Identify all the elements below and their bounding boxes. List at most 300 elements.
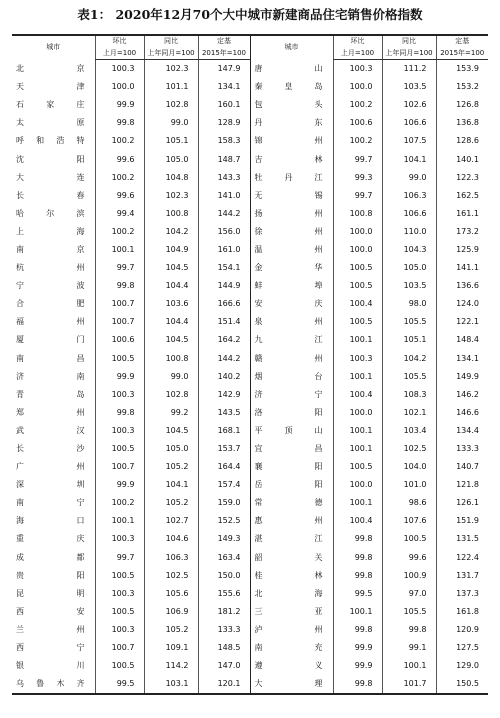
table-row (12, 567, 488, 585)
left-city-cell: 武 汉 (16, 425, 85, 435)
right-mom-cell: 99.5 (333, 585, 382, 603)
right-base-cell: 136.8 (436, 114, 488, 132)
right-city-cell: 烟 台 (250, 368, 333, 386)
table-row (12, 241, 488, 259)
left-city-cell: 西 安 (16, 606, 85, 616)
left-base-cell: 156.0 (198, 223, 250, 241)
header-yoy-left: 同比 (144, 35, 198, 48)
table-row (12, 96, 488, 114)
left-yoy-cell: 105.0 (144, 440, 198, 458)
right-base-cell: 120.9 (436, 621, 488, 639)
right-base-cell: 129.0 (436, 657, 488, 675)
left-yoy-cell: 101.1 (144, 78, 198, 96)
right-yoy-cell: 105.0 (382, 259, 436, 277)
right-city-cell: 徐 州 (250, 223, 333, 241)
left-mom-cell: 100.3 (95, 422, 144, 440)
right-city-cell: 遵 义 (250, 657, 333, 675)
right-mom-cell: 99.8 (333, 530, 382, 548)
left-base-cell: 128.9 (198, 114, 250, 132)
left-mom-cell: 100.5 (95, 657, 144, 675)
table-row (12, 259, 488, 277)
table-row (12, 639, 488, 657)
right-yoy-cell: 97.0 (382, 585, 436, 603)
left-yoy-cell: 109.1 (144, 639, 198, 657)
right-mom-cell: 99.8 (333, 621, 382, 639)
left-yoy-cell: 105.6 (144, 585, 198, 603)
left-base-cell: 151.4 (198, 313, 250, 331)
left-mom-cell: 100.2 (95, 494, 144, 512)
left-city-cell: 昆 明 (16, 588, 85, 598)
right-city-cell: 大 理 (250, 675, 333, 694)
right-mom-cell: 99.7 (333, 150, 382, 168)
left-city-cell: 重 庆 (16, 534, 85, 544)
left-mom-cell: 99.7 (95, 259, 144, 277)
table-row (12, 169, 488, 187)
left-base-cell: 150.0 (198, 567, 250, 585)
left-base-cell: 158.3 (198, 132, 250, 150)
right-yoy-cell: 99.1 (382, 639, 436, 657)
left-yoy-cell: 99.0 (144, 368, 198, 386)
header-base-sub-left: 2015年=100 (198, 48, 250, 60)
right-yoy-cell: 103.5 (382, 277, 436, 295)
right-yoy-cell: 101.0 (382, 476, 436, 494)
left-mom-cell: 100.7 (95, 295, 144, 313)
right-base-cell: 149.9 (436, 368, 488, 386)
right-city-cell: 赣 州 (250, 350, 333, 368)
right-city-cell: 唐 山 (250, 60, 333, 79)
right-mom-cell: 100.6 (333, 114, 382, 132)
right-city-cell: 牡丹江 (250, 169, 333, 187)
right-city-cell: 三 亚 (250, 603, 333, 621)
left-mom-cell: 100.6 (95, 331, 144, 349)
right-base-cell: 141.1 (436, 259, 488, 277)
table-row (12, 187, 488, 205)
right-base-cell: 146.6 (436, 404, 488, 422)
right-mom-cell: 100.8 (333, 205, 382, 223)
left-yoy-cell: 104.1 (144, 476, 198, 494)
left-base-cell: 155.6 (198, 585, 250, 603)
right-city-cell: 北 海 (250, 585, 333, 603)
left-mom-cell: 99.6 (95, 187, 144, 205)
right-mom-cell: 99.9 (333, 639, 382, 657)
table-row (12, 549, 488, 567)
right-mom-cell: 100.3 (333, 350, 382, 368)
right-base-cell: 134.1 (436, 350, 488, 368)
left-yoy-cell: 102.3 (144, 187, 198, 205)
left-yoy-cell: 105.0 (144, 150, 198, 168)
right-yoy-cell: 100.1 (382, 657, 436, 675)
left-city-cell: 石家庄 (16, 100, 85, 110)
left-yoy-cell: 114.2 (144, 657, 198, 675)
left-base-cell: 163.4 (198, 549, 250, 567)
right-base-cell: 136.6 (436, 277, 488, 295)
right-city-cell: 宜 昌 (250, 440, 333, 458)
right-yoy-cell: 99.0 (382, 169, 436, 187)
left-yoy-cell: 106.9 (144, 603, 198, 621)
right-city-cell: 蚌 埠 (250, 277, 333, 295)
left-base-cell: 134.1 (198, 78, 250, 96)
right-base-cell: 161.8 (436, 603, 488, 621)
left-base-cell: 164.4 (198, 458, 250, 476)
left-mom-cell: 99.7 (95, 549, 144, 567)
right-city-cell: 泸 州 (250, 621, 333, 639)
right-base-cell: 122.1 (436, 313, 488, 331)
left-yoy-cell: 102.7 (144, 512, 198, 530)
right-base-cell: 161.1 (436, 205, 488, 223)
left-city-cell: 宁 波 (16, 281, 85, 291)
left-yoy-cell: 104.4 (144, 313, 198, 331)
right-yoy-cell: 105.5 (382, 313, 436, 331)
right-mom-cell: 100.5 (333, 277, 382, 295)
right-base-cell: 162.5 (436, 187, 488, 205)
left-city-cell: 兰 州 (16, 624, 85, 634)
right-yoy-cell: 104.1 (382, 150, 436, 168)
left-mom-cell: 100.3 (95, 585, 144, 603)
table-row (12, 78, 488, 96)
right-mom-cell: 100.1 (333, 422, 382, 440)
left-city-cell: 长 春 (16, 190, 85, 200)
left-mom-cell: 100.5 (95, 350, 144, 368)
right-mom-cell: 100.5 (333, 313, 382, 331)
right-yoy-cell: 98.6 (382, 494, 436, 512)
left-base-cell: 140.2 (198, 368, 250, 386)
right-yoy-cell: 106.6 (382, 114, 436, 132)
left-yoy-cell: 104.5 (144, 259, 198, 277)
left-yoy-cell: 104.4 (144, 277, 198, 295)
left-base-cell: 164.2 (198, 331, 250, 349)
left-mom-cell: 100.0 (95, 78, 144, 96)
right-base-cell: 131.7 (436, 567, 488, 585)
right-mom-cell: 100.0 (333, 223, 382, 241)
left-city-cell: 上 海 (16, 226, 85, 236)
left-mom-cell: 100.7 (95, 639, 144, 657)
left-city-cell: 济 南 (16, 371, 85, 381)
left-mom-cell: 100.3 (95, 621, 144, 639)
table-row (12, 313, 488, 331)
right-city-cell: 湛 江 (250, 530, 333, 548)
right-base-cell: 127.5 (436, 639, 488, 657)
right-yoy-cell: 103.4 (382, 422, 436, 440)
right-mom-cell: 100.0 (333, 404, 382, 422)
right-city-cell: 洛 阳 (250, 404, 333, 422)
right-yoy-cell: 100.9 (382, 567, 436, 585)
left-mom-cell: 100.5 (95, 567, 144, 585)
table-row (12, 295, 488, 313)
left-mom-cell: 99.6 (95, 150, 144, 168)
right-mom-cell: 100.0 (333, 476, 382, 494)
right-base-cell: 131.5 (436, 530, 488, 548)
table-row (12, 675, 488, 694)
left-city-cell: 青 岛 (16, 389, 85, 399)
right-city-cell: 吉 林 (250, 150, 333, 168)
left-yoy-cell: 102.8 (144, 96, 198, 114)
table-title: 表1： 2020年12月70个大中城市新建商品住宅销售价格指数 (77, 7, 423, 22)
right-base-cell: 140.7 (436, 458, 488, 476)
left-mom-cell: 99.8 (95, 404, 144, 422)
right-yoy-cell: 108.3 (382, 386, 436, 404)
left-yoy-cell: 102.8 (144, 386, 198, 404)
left-city-cell: 福 州 (16, 317, 85, 327)
header-base-sub-right: 2015年=100 (436, 48, 488, 60)
right-city-cell: 温 州 (250, 241, 333, 259)
left-base-cell: 148.5 (198, 639, 250, 657)
right-city-cell: 济 宁 (250, 386, 333, 404)
table-row (12, 585, 488, 603)
right-mom-cell: 99.8 (333, 675, 382, 694)
left-yoy-cell: 105.2 (144, 621, 198, 639)
right-yoy-cell: 100.5 (382, 530, 436, 548)
left-city-cell: 杭 州 (16, 263, 85, 273)
left-city-cell: 北 京 (16, 63, 85, 73)
left-base-cell: 149.3 (198, 530, 250, 548)
left-mom-cell: 100.2 (95, 132, 144, 150)
right-base-cell: 146.2 (436, 386, 488, 404)
right-city-cell: 平顶山 (250, 422, 333, 440)
table-row (12, 331, 488, 349)
left-mom-cell: 100.3 (95, 530, 144, 548)
right-city-cell: 秦皇岛 (250, 78, 333, 96)
right-mom-cell: 99.9 (333, 657, 382, 675)
left-base-cell: 152.5 (198, 512, 250, 530)
right-city-cell: 常 德 (250, 494, 333, 512)
left-city-cell: 成 都 (16, 552, 85, 562)
header-city-right: 城市 (250, 35, 333, 60)
table-row (12, 114, 488, 132)
left-yoy-cell: 104.5 (144, 422, 198, 440)
left-city-cell: 南 宁 (16, 498, 85, 508)
left-base-cell: 142.9 (198, 386, 250, 404)
right-city-cell: 丹 东 (250, 114, 333, 132)
right-mom-cell: 100.0 (333, 78, 382, 96)
right-yoy-cell: 99.8 (382, 621, 436, 639)
left-base-cell: 166.6 (198, 295, 250, 313)
left-base-cell: 161.0 (198, 241, 250, 259)
left-yoy-cell: 105.2 (144, 458, 198, 476)
right-city-cell: 九 江 (250, 331, 333, 349)
table-row (12, 60, 488, 79)
left-yoy-cell: 105.2 (144, 494, 198, 512)
left-base-cell: 143.5 (198, 404, 250, 422)
left-yoy-cell: 100.8 (144, 350, 198, 368)
right-city-cell: 安 庆 (250, 295, 333, 313)
table-row (12, 404, 488, 422)
left-yoy-cell: 104.8 (144, 169, 198, 187)
header-yoy-right: 同比 (382, 35, 436, 48)
right-city-cell: 锦 州 (250, 132, 333, 150)
left-city-cell: 长 沙 (16, 444, 85, 454)
right-city-cell: 惠 州 (250, 512, 333, 530)
right-mom-cell: 100.3 (333, 60, 382, 79)
right-mom-cell: 100.1 (333, 331, 382, 349)
left-base-cell: 153.7 (198, 440, 250, 458)
right-yoy-cell: 102.6 (382, 96, 436, 114)
right-base-cell: 125.9 (436, 241, 488, 259)
right-mom-cell: 99.8 (333, 549, 382, 567)
right-mom-cell: 100.2 (333, 96, 382, 114)
right-base-cell: 148.4 (436, 331, 488, 349)
left-city-cell: 哈尔滨 (16, 208, 85, 218)
right-yoy-cell: 110.0 (382, 223, 436, 241)
right-base-cell: 122.4 (436, 549, 488, 567)
right-base-cell: 133.3 (436, 440, 488, 458)
table-body (12, 60, 488, 695)
left-mom-cell: 99.8 (95, 114, 144, 132)
header-yoy-sub-right: 上年同月=100 (382, 48, 436, 60)
left-city-cell: 西 宁 (16, 643, 85, 653)
right-mom-cell: 99.3 (333, 169, 382, 187)
right-base-cell: 124.0 (436, 295, 488, 313)
right-mom-cell: 100.4 (333, 512, 382, 530)
right-city-cell: 桂 林 (250, 567, 333, 585)
left-base-cell: 157.4 (198, 476, 250, 494)
header-base-left: 定基 (198, 35, 250, 48)
right-city-cell: 南 充 (250, 639, 333, 657)
left-city-cell: 银 川 (16, 661, 85, 671)
table-row (12, 368, 488, 386)
table-row (12, 223, 488, 241)
right-mom-cell: 99.7 (333, 187, 382, 205)
left-base-cell: 144.2 (198, 350, 250, 368)
left-mom-cell: 99.9 (95, 368, 144, 386)
right-mom-cell: 100.1 (333, 494, 382, 512)
right-base-cell: 126.8 (436, 96, 488, 114)
left-mom-cell: 100.2 (95, 169, 144, 187)
left-yoy-cell: 103.1 (144, 675, 198, 694)
left-city-cell: 太 原 (16, 118, 85, 128)
left-base-cell: 147.0 (198, 657, 250, 675)
header-base-right: 定基 (436, 35, 488, 48)
table-row (12, 603, 488, 621)
right-mom-cell: 100.4 (333, 295, 382, 313)
table-row (12, 657, 488, 675)
left-mom-cell: 100.1 (95, 512, 144, 530)
right-base-cell: 137.3 (436, 585, 488, 603)
left-base-cell: 148.7 (198, 150, 250, 168)
left-base-cell: 144.9 (198, 277, 250, 295)
right-yoy-cell: 105.1 (382, 331, 436, 349)
table-row (12, 205, 488, 223)
header-mom-sub-right: 上月=100 (333, 48, 382, 60)
price-index-table (12, 34, 488, 695)
right-city-cell: 襄 阳 (250, 458, 333, 476)
left-city-cell: 天 津 (16, 82, 85, 92)
right-base-cell: 126.1 (436, 494, 488, 512)
table-row (12, 494, 488, 512)
right-city-cell: 扬 州 (250, 205, 333, 223)
right-yoy-cell: 106.3 (382, 187, 436, 205)
left-mom-cell: 100.5 (95, 603, 144, 621)
left-base-cell: 144.2 (198, 205, 250, 223)
right-base-cell: 153.2 (436, 78, 488, 96)
right-yoy-cell: 103.5 (382, 78, 436, 96)
right-yoy-cell: 104.0 (382, 458, 436, 476)
right-mom-cell: 100.5 (333, 259, 382, 277)
left-city-cell: 呼和浩特 (16, 136, 85, 146)
left-yoy-cell: 103.6 (144, 295, 198, 313)
left-mom-cell: 100.1 (95, 241, 144, 259)
left-mom-cell: 100.5 (95, 440, 144, 458)
header-mom-left: 环比 (95, 35, 144, 48)
table-row (12, 150, 488, 168)
left-yoy-cell: 104.5 (144, 331, 198, 349)
right-city-cell: 包 头 (250, 96, 333, 114)
left-mom-cell: 99.9 (95, 476, 144, 494)
left-mom-cell: 100.7 (95, 458, 144, 476)
table-row (12, 386, 488, 404)
left-mom-cell: 100.2 (95, 223, 144, 241)
header-yoy-sub-left: 上年同月=100 (144, 48, 198, 60)
right-mom-cell: 99.8 (333, 567, 382, 585)
left-mom-cell: 99.8 (95, 277, 144, 295)
right-base-cell: 153.9 (436, 60, 488, 79)
left-city-cell: 合 肥 (16, 299, 85, 309)
right-mom-cell: 100.5 (333, 458, 382, 476)
right-base-cell: 134.4 (436, 422, 488, 440)
left-mom-cell: 100.3 (95, 386, 144, 404)
right-yoy-cell: 101.7 (382, 675, 436, 694)
left-base-cell: 181.2 (198, 603, 250, 621)
right-city-cell: 岳 阳 (250, 476, 333, 494)
left-yoy-cell: 105.1 (144, 132, 198, 150)
left-city-cell: 海 口 (16, 516, 85, 526)
left-mom-cell: 100.3 (95, 60, 144, 79)
right-yoy-cell: 99.6 (382, 549, 436, 567)
table-row (12, 530, 488, 548)
left-base-cell: 154.1 (198, 259, 250, 277)
left-city-cell: 广 州 (16, 462, 85, 472)
right-base-cell: 151.9 (436, 512, 488, 530)
left-base-cell: 168.1 (198, 422, 250, 440)
left-yoy-cell: 102.3 (144, 60, 198, 79)
right-mom-cell: 100.1 (333, 440, 382, 458)
left-city-cell: 南 昌 (16, 353, 85, 363)
left-city-cell: 厦 门 (16, 335, 85, 345)
right-yoy-cell: 107.6 (382, 512, 436, 530)
right-base-cell: 121.8 (436, 476, 488, 494)
table-row (12, 132, 488, 150)
left-yoy-cell: 99.2 (144, 404, 198, 422)
right-city-cell: 韶 关 (250, 549, 333, 567)
header-mom-right: 环比 (333, 35, 382, 48)
right-base-cell: 140.1 (436, 150, 488, 168)
right-mom-cell: 100.4 (333, 386, 382, 404)
right-mom-cell: 100.1 (333, 603, 382, 621)
table-row (12, 422, 488, 440)
left-city-cell: 大 连 (16, 172, 85, 182)
right-base-cell: 150.5 (436, 675, 488, 694)
right-yoy-cell: 102.1 (382, 404, 436, 422)
left-mom-cell: 100.7 (95, 313, 144, 331)
right-yoy-cell: 104.3 (382, 241, 436, 259)
right-yoy-cell: 105.5 (382, 603, 436, 621)
header-mom-sub-left: 上月=100 (95, 48, 144, 60)
left-mom-cell: 99.5 (95, 675, 144, 694)
header-city-left: 城市 (46, 43, 61, 52)
right-city-cell: 金 华 (250, 259, 333, 277)
right-yoy-cell: 107.5 (382, 132, 436, 150)
table-row (12, 476, 488, 494)
table-row (12, 350, 488, 368)
left-mom-cell: 99.9 (95, 96, 144, 114)
left-mom-cell: 99.4 (95, 205, 144, 223)
left-city-cell: 南 京 (16, 244, 85, 254)
right-base-cell: 173.2 (436, 223, 488, 241)
left-city-cell: 郑 州 (16, 407, 85, 417)
left-city-cell: 乌鲁木齐 (16, 679, 85, 689)
table-row (12, 512, 488, 530)
right-mom-cell: 100.1 (333, 368, 382, 386)
table-row (12, 621, 488, 639)
